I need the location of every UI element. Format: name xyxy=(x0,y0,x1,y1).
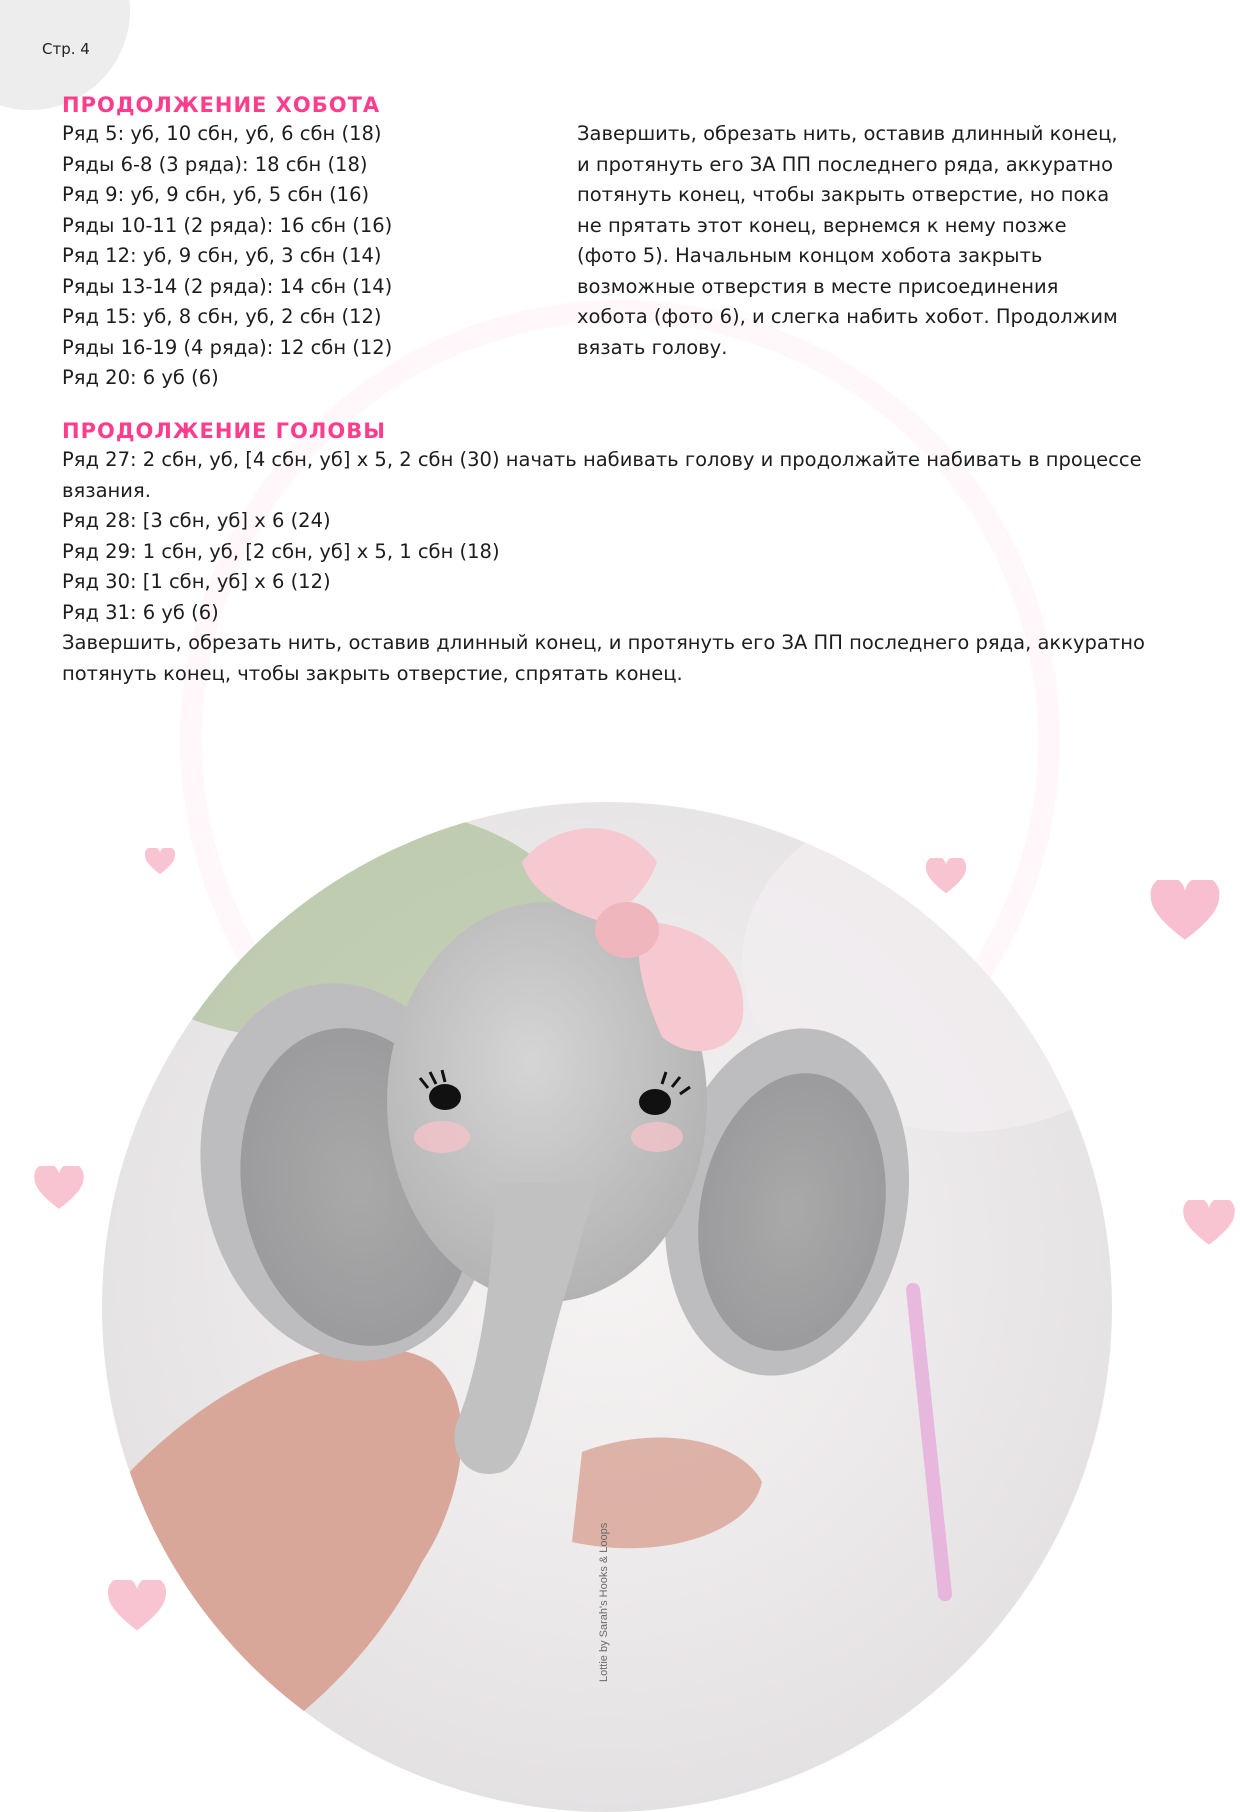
head-line: Ряд 31: 6 уб (6) xyxy=(62,600,219,624)
trunk-rows xyxy=(62,119,392,394)
trunk-row: Ряд 15: уб, 8 сбн, уб, 2 сбн (12) xyxy=(62,305,382,328)
finish-line: (фото 5). Начальным концом хобота закрыть xyxy=(577,244,1043,267)
trunk-row: Ряд 12: уб, 9 сбн, уб, 3 сбн (14) xyxy=(62,244,382,267)
heart-icon xyxy=(926,858,966,896)
elephant-photo xyxy=(102,802,1112,1812)
heart-icon xyxy=(1183,1200,1235,1248)
photo-credit: Lottie by Sarah's Hooks & Loops xyxy=(598,1522,610,1682)
head-line: потянуть конец, чтобы закрыть отверстие, спрятать конец. xyxy=(62,661,683,685)
bow-knot xyxy=(595,902,659,958)
finish-line: Завершить, обрезать нить, оставив длинный конец, xyxy=(577,122,1118,145)
trunk-row: Ряд 20: 6 уб (6) xyxy=(62,366,219,389)
finish-line: возможные отверстия в месте присоединения xyxy=(577,274,1059,298)
head-line: Ряд 30: [1 сбн, уб] х 6 (12) xyxy=(62,570,331,593)
head-line: Ряд 29: 1 сбн, уб, [2 сбн, уб] х 5, 1 сбн (18) xyxy=(62,539,500,563)
background-pen xyxy=(905,1282,952,1602)
head-line: Завершить, обрезать нить, оставив длинный конец, и протянуть его ЗА ПП последнего ряда, аккуратно xyxy=(62,631,1145,654)
trunk-row: Ряды 13-14 (2 ряда): 14 сбн (14) xyxy=(62,274,393,298)
head-heading: ПРОДОЛЖЕНИЕ ГОЛОВЫ xyxy=(62,419,386,443)
trunk-row: Ряд 9: уб, 9 сбн, уб, 5 сбн (16) xyxy=(62,183,370,206)
page-number: Стр. 4 xyxy=(42,40,90,58)
heart-icon xyxy=(34,1166,84,1212)
finish-line: хобота (фото 6), и слегка набить хобот. Продолжим xyxy=(577,305,1118,328)
finish-line: вязать голову. xyxy=(577,335,728,359)
finish-line: не прятать этот конец, вернемся к нему позже xyxy=(577,213,1067,237)
trunk-heading: ПРОДОЛЖЕНИЕ ХОБОТА xyxy=(62,93,381,117)
left-eye xyxy=(429,1084,461,1110)
left-cheek xyxy=(414,1121,470,1153)
elephant-illustration xyxy=(102,802,1112,1812)
head-line: Ряд 27: 2 сбн, уб, [4 сбн, уб] х 5, 2 сбн (30) начать набивать голову и продолжайте набивать в процессе xyxy=(62,448,1142,471)
head-line: вязания. xyxy=(62,478,151,502)
trunk-row: Ряды 10-11 (2 ряда): 16 сбн (16) xyxy=(62,213,393,237)
trunk-finish-paragraph xyxy=(577,119,1118,363)
heart-icon xyxy=(145,848,175,876)
head-line: Ряд 28: [3 сбн, уб] х 6 (24) xyxy=(62,509,331,532)
right-eye xyxy=(639,1089,671,1115)
heart-icon xyxy=(108,1580,166,1634)
trunk-row: Ряды 6-8 (3 ряда): 18 сбн (18) xyxy=(62,152,368,176)
heart-icon xyxy=(1150,880,1220,944)
finish-line: и протянуть его ЗА ПП последнего ряда, аккуратно xyxy=(577,152,1114,176)
trunk-row: Ряды 16-19 (4 ряда): 12 сбн (12) xyxy=(62,335,393,359)
head-rows xyxy=(62,445,1145,689)
trunk-row: Ряд 5: уб, 10 сбн, уб, 6 сбн (18) xyxy=(62,122,382,145)
finish-line: потянуть конец, чтобы закрыть отверстие, но пока xyxy=(577,183,1110,206)
right-cheek xyxy=(631,1122,683,1152)
